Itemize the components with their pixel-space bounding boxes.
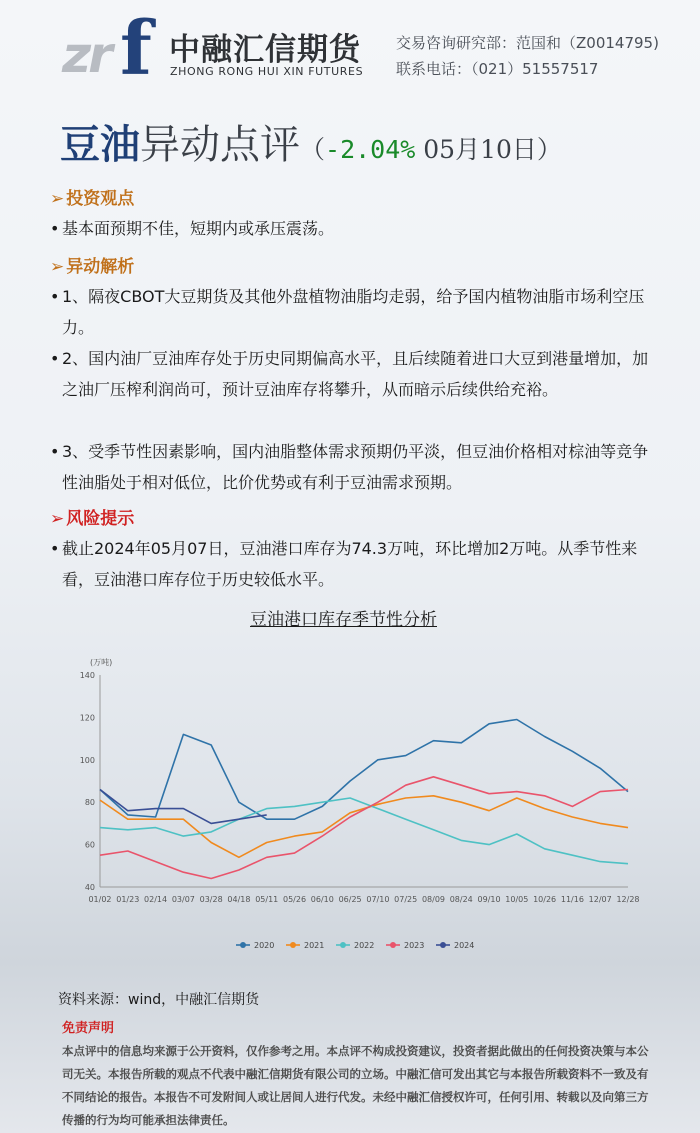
section-risk-title: 风险提示 <box>66 509 135 529</box>
x-tick-label: 01/02 <box>88 895 112 904</box>
report-header <box>0 0 700 100</box>
series-line-2024 <box>100 790 267 824</box>
legend-marker-2021 <box>290 942 296 948</box>
x-tick-label: 06/10 <box>310 895 334 904</box>
chart-title: 豆油港口库存季节性分析 <box>250 610 437 630</box>
view-bullet <box>50 213 660 244</box>
x-tick-label: 10/05 <box>505 895 529 904</box>
y-tick-label: 80 <box>84 798 95 808</box>
x-tick-label: 07/25 <box>394 895 418 904</box>
legend-label-2023: 2023 <box>404 941 425 950</box>
series-line-2023 <box>100 777 628 879</box>
y-tick-label: 60 <box>84 840 95 850</box>
x-tick-label: 11/16 <box>560 895 584 904</box>
bullet-dot: • <box>50 287 60 306</box>
legend-label-2024: 2024 <box>454 941 475 950</box>
logo-chinese-name: 中融汇信期货 <box>169 32 361 68</box>
bullet-dot: • <box>50 442 60 461</box>
section-analysis-title: 异动解析 <box>66 257 135 277</box>
x-tick-label: 09/10 <box>477 895 501 904</box>
legend-label-2021: 2021 <box>304 941 325 950</box>
legend-marker-2020 <box>240 942 246 948</box>
legend-marker-2024 <box>440 942 446 948</box>
logo-mark-f: f <box>120 6 152 92</box>
contact-phone: 联系电话：（021）51557517 <box>396 60 599 78</box>
x-tick-label: 06/25 <box>338 895 362 904</box>
logo-english-name: ZHONG RONG HUI XIN FUTURES <box>170 65 364 78</box>
y-tick-label: 120 <box>79 713 95 723</box>
chevron-right-icon: ➢ <box>50 189 65 209</box>
disclaimer-text: 本点评中的信息均来源于公开资料，仅作参考之用。本点评不构成投资建议，投资者据此做出的任何投资决策与本公司无关。本报告所载的观点不代表中融汇信期货有限公司的立场。中融汇信可发出其它与本报告所载资料不一致及有不同结论的报告。本报告不可发附间人或让居间人进行代发。未经中融汇信授权许可，任何引用、转载以及向第三方传播的行为均可能承担法律责任。 <box>62 1044 649 1127</box>
legend-label-2020: 2020 <box>254 941 275 950</box>
contact-info <box>396 30 659 82</box>
analysis-bullet-2 <box>50 343 660 405</box>
title-topic: 异动点评 <box>140 122 300 168</box>
title-paren-open: （ <box>300 135 326 164</box>
data-source: 资料来源：wind，中融汇信期货 <box>58 992 260 1008</box>
inventory-seasonal-chart <box>58 640 648 975</box>
x-tick-label: 08/09 <box>421 895 446 904</box>
legend-marker-2022 <box>340 942 346 948</box>
bullet-dot: • <box>50 539 60 558</box>
x-tick-label: 04/18 <box>227 895 251 904</box>
risk-bullet <box>50 533 660 595</box>
chevron-right-icon: ➢ <box>50 257 65 277</box>
x-tick-label: 10/26 <box>533 895 557 904</box>
bullet-dot: • <box>50 219 60 238</box>
view-text: 基本面预期不佳，短期内或承压震荡。 <box>62 219 335 238</box>
company-logo <box>62 6 382 92</box>
x-tick-label: 03/07 <box>171 895 195 904</box>
contact-researcher: 交易咨询研究部：范国和（Z0014795) <box>396 34 659 52</box>
analysis-bullet-3 <box>50 436 660 498</box>
section-view-heading <box>50 184 134 209</box>
y-tick-label: 140 <box>79 671 95 680</box>
title-change: -2.04% <box>325 135 416 164</box>
section-analysis-heading <box>50 252 134 277</box>
x-tick-label: 12/07 <box>588 895 612 904</box>
chevron-right-icon: ➢ <box>50 509 65 529</box>
analysis-text-3: 3、受季节性因素影响，国内油脂整体需求预期仍平淡，但豆油价格相对棕油等竞争性油脂处于相对低位，比价优势或有利于豆油需求预期。 <box>62 442 649 492</box>
title-commodity: 豆油 <box>60 122 140 168</box>
bullet-dot: • <box>50 349 60 368</box>
series-line-2021 <box>100 796 628 858</box>
x-tick-label: 08/24 <box>449 895 473 904</box>
risk-text: 截止2024年05月07日，豆油港口库存为74.3万吨，环比增加2万吨。从季节性来看，豆油港口库存位于历史较低水平。 <box>62 539 638 589</box>
x-tick-label: 05/26 <box>282 895 307 904</box>
y-tick-label: 40 <box>84 883 95 892</box>
x-tick-label: 05/11 <box>255 895 279 904</box>
y-tick-label: 100 <box>79 755 95 765</box>
series-line-2020 <box>100 720 628 820</box>
disclaimer-title: 免责声明 <box>62 1021 115 1036</box>
x-tick-label: 12/28 <box>616 895 640 904</box>
x-tick-label: 01/23 <box>116 895 140 904</box>
x-tick-label: 03/28 <box>199 895 223 904</box>
analysis-text-2: 2、国内油厂豆油库存处于历史同期偏高水平，且后续随着进口大豆到港量增加，加之油厂压榨利润尚可，预计豆油库存将攀升，从而暗示后续供给充裕。 <box>62 349 649 399</box>
x-tick-label: 02/14 <box>144 895 168 904</box>
title-date: 05月10日） <box>415 135 562 164</box>
x-tick-label: 07/10 <box>366 895 390 904</box>
y-axis-unit-label: (万吨) <box>90 658 113 667</box>
analysis-text-1: 1、隔夜CBOT大豆期货及其他外盘植物油脂均走弱，给予国内植物油脂市场利空压力。 <box>62 287 645 337</box>
page-title <box>60 113 562 170</box>
section-view-title: 投资观点 <box>66 189 135 209</box>
legend-marker-2023 <box>390 942 396 948</box>
logo-mark-zr: zr <box>62 26 110 84</box>
analysis-bullet-1 <box>50 281 660 343</box>
legend-label-2022: 2022 <box>354 941 375 950</box>
section-risk-heading <box>50 504 134 529</box>
